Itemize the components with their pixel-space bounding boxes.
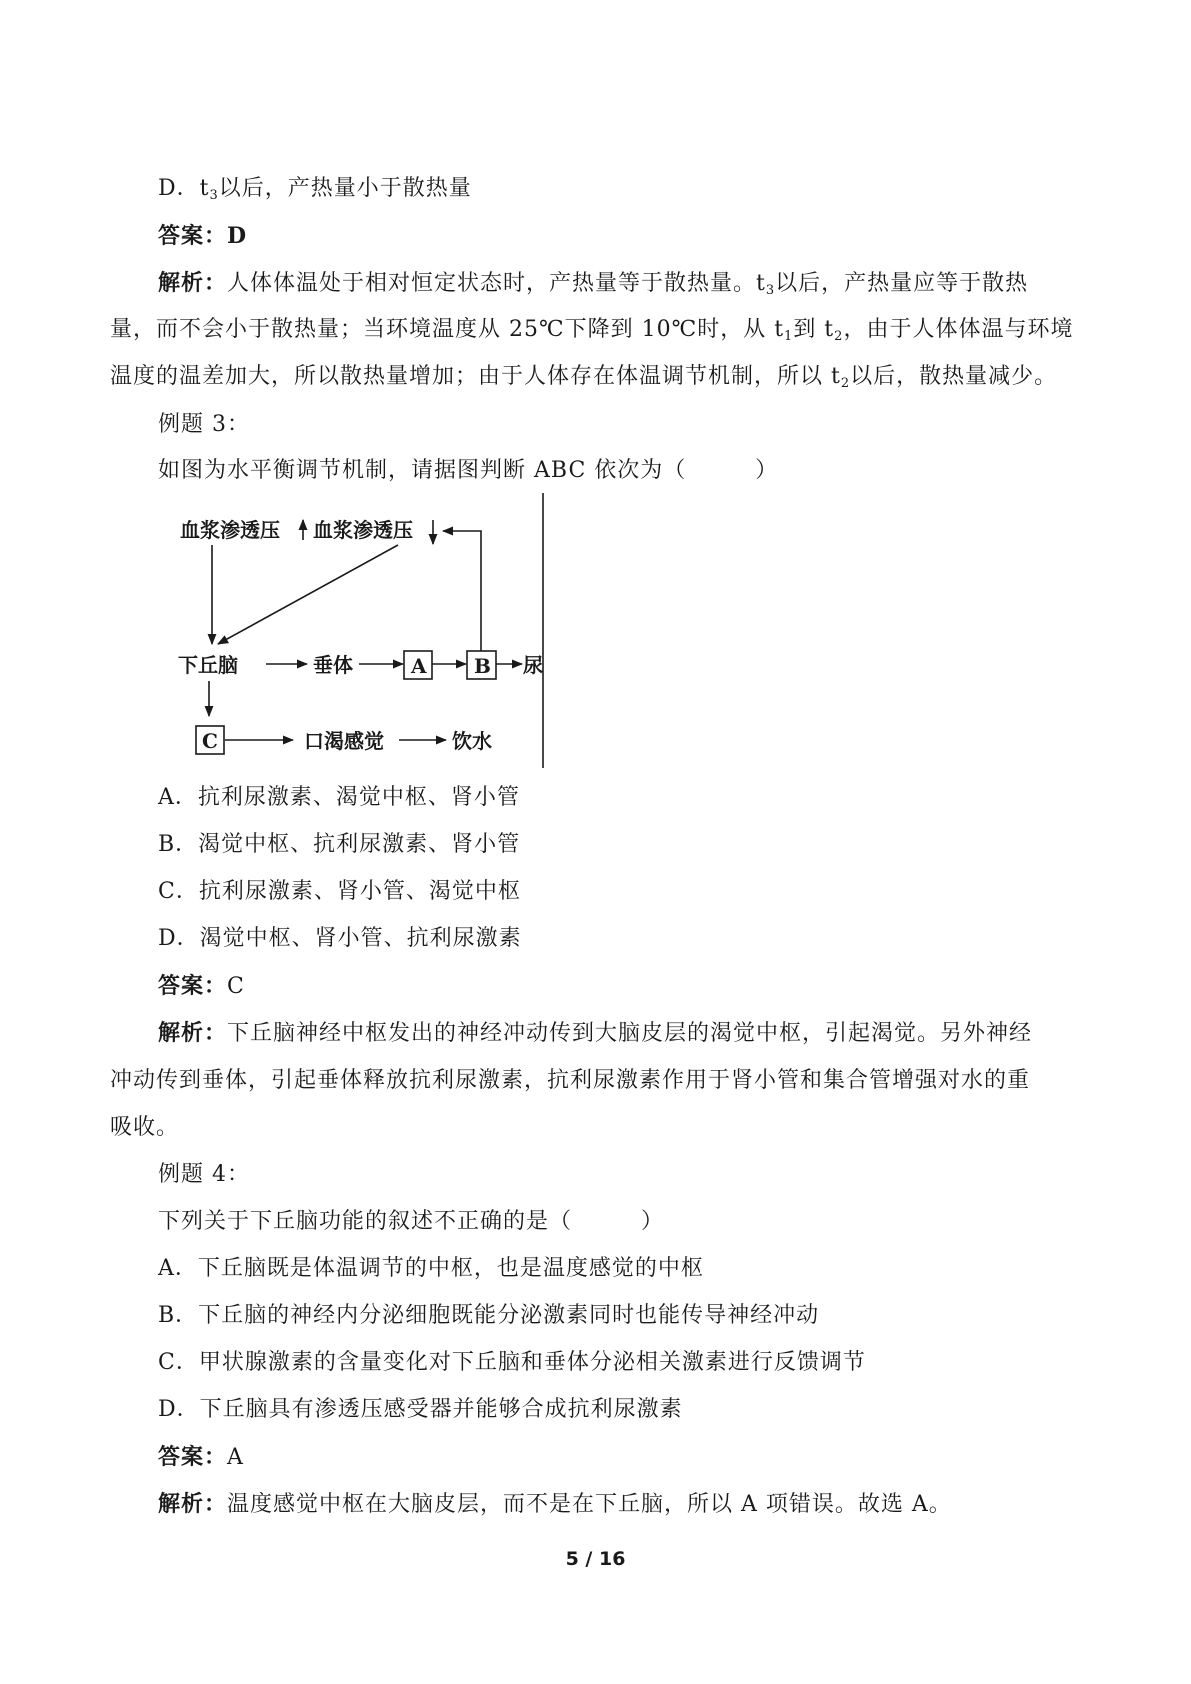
label-pituitary: 垂体 [313,653,353,677]
ex3-option-a: A．抗利尿激素、渴觉中枢、肾小管 [158,785,520,810]
analysis-line-1: 解析：人体体温处于相对恒定状态时，产热量等于散热量。$t_3$以后，产热量应等于散热 [158,270,1029,298]
option-d: D．$t_3$以后，产热量小于散热量 [158,176,472,203]
example-4-question: 下列关于下丘脑功能的叙述不正确的是（ ） [158,1209,665,1234]
ex3-option-d: D．渴觉中枢、肾小管、抗利尿激素 [158,926,522,951]
ex3-option-c: C．抗利尿激素、肾小管、渴觉中枢 [158,879,521,904]
example-4-title: 例题 4： [158,1162,250,1187]
box-b [467,651,496,679]
label-b: B [474,654,491,678]
label-thirst: 口渴感觉 [304,729,384,753]
analysis-line-3: 温度的温差加大，所以散热量增加；由于人体存在体温调节机制，所以 $t_2$以后，散热量减少。 [110,364,1058,391]
ex3-option-b: B．渴觉中枢、抗利尿激素、肾小管 [158,832,521,857]
analysis-line-2: 量，而不会小于散热量；当环境温度从 25℃下降到 10℃时，从 $t_1$到 $t_2$，由于人体体温与环境 [110,317,1074,344]
ex4-option-c: C．甲状腺激素的含量变化对下丘脑和垂体分泌相关激素进行反馈调节 [158,1350,866,1375]
label-a: A [411,654,427,678]
label-plasma-up: 血浆渗透压 [180,518,280,542]
example-3-title: 例题 3： [158,412,250,437]
answer: 答案：D [158,223,248,249]
ex3-analysis-line-2: 冲动传到垂体，引起垂体释放抗利尿激素，抗利尿激素作用于肾小管和集合管增强对水的重 [110,1068,1031,1093]
ex4-option-a: A．下丘脑既是体温调节的中枢，也是温度感觉的中枢 [158,1256,704,1281]
arrow-feedback [443,531,481,651]
box-a [404,651,432,679]
ex3-analysis-line-3: 吸收。 [110,1115,180,1140]
label-c: C [202,729,218,753]
ex4-option-b: B．下丘脑的神经内分泌细胞既能分泌激素同时也能传导神经冲动 [158,1303,820,1328]
example-3-question: 如图为水平衡调节机制，请据图判断 ABC 依次为（ ） [158,458,779,483]
page-number: 5 / 16 [565,1548,626,1570]
label-plasma-down: 血浆渗透压 [313,518,413,542]
label-hypothalamus: 下丘脑 [178,653,238,677]
box-c [196,726,224,754]
ex4-option-d: D．下丘脑具有渗透压感受器并能够合成抗利尿激素 [158,1397,683,1422]
label-drink: 饮水 [452,729,492,753]
ex3-answer: 答案：C [158,973,245,999]
label-urine: 尿 [523,653,543,677]
ex3-analysis-line-1: 解析：下丘脑神经中枢发出的神经冲动传到大脑皮层的渴觉中枢，引起渴觉。另外神经 [158,1020,1033,1046]
ex4-analysis: 解析：温度感觉中枢在大脑皮层，而不是在下丘脑，所以 A 项错误。故选 A。 [158,1491,952,1517]
arrow-plasma-down-to-hypothalamus [218,545,398,644]
ex4-answer: 答案：A [158,1444,244,1470]
